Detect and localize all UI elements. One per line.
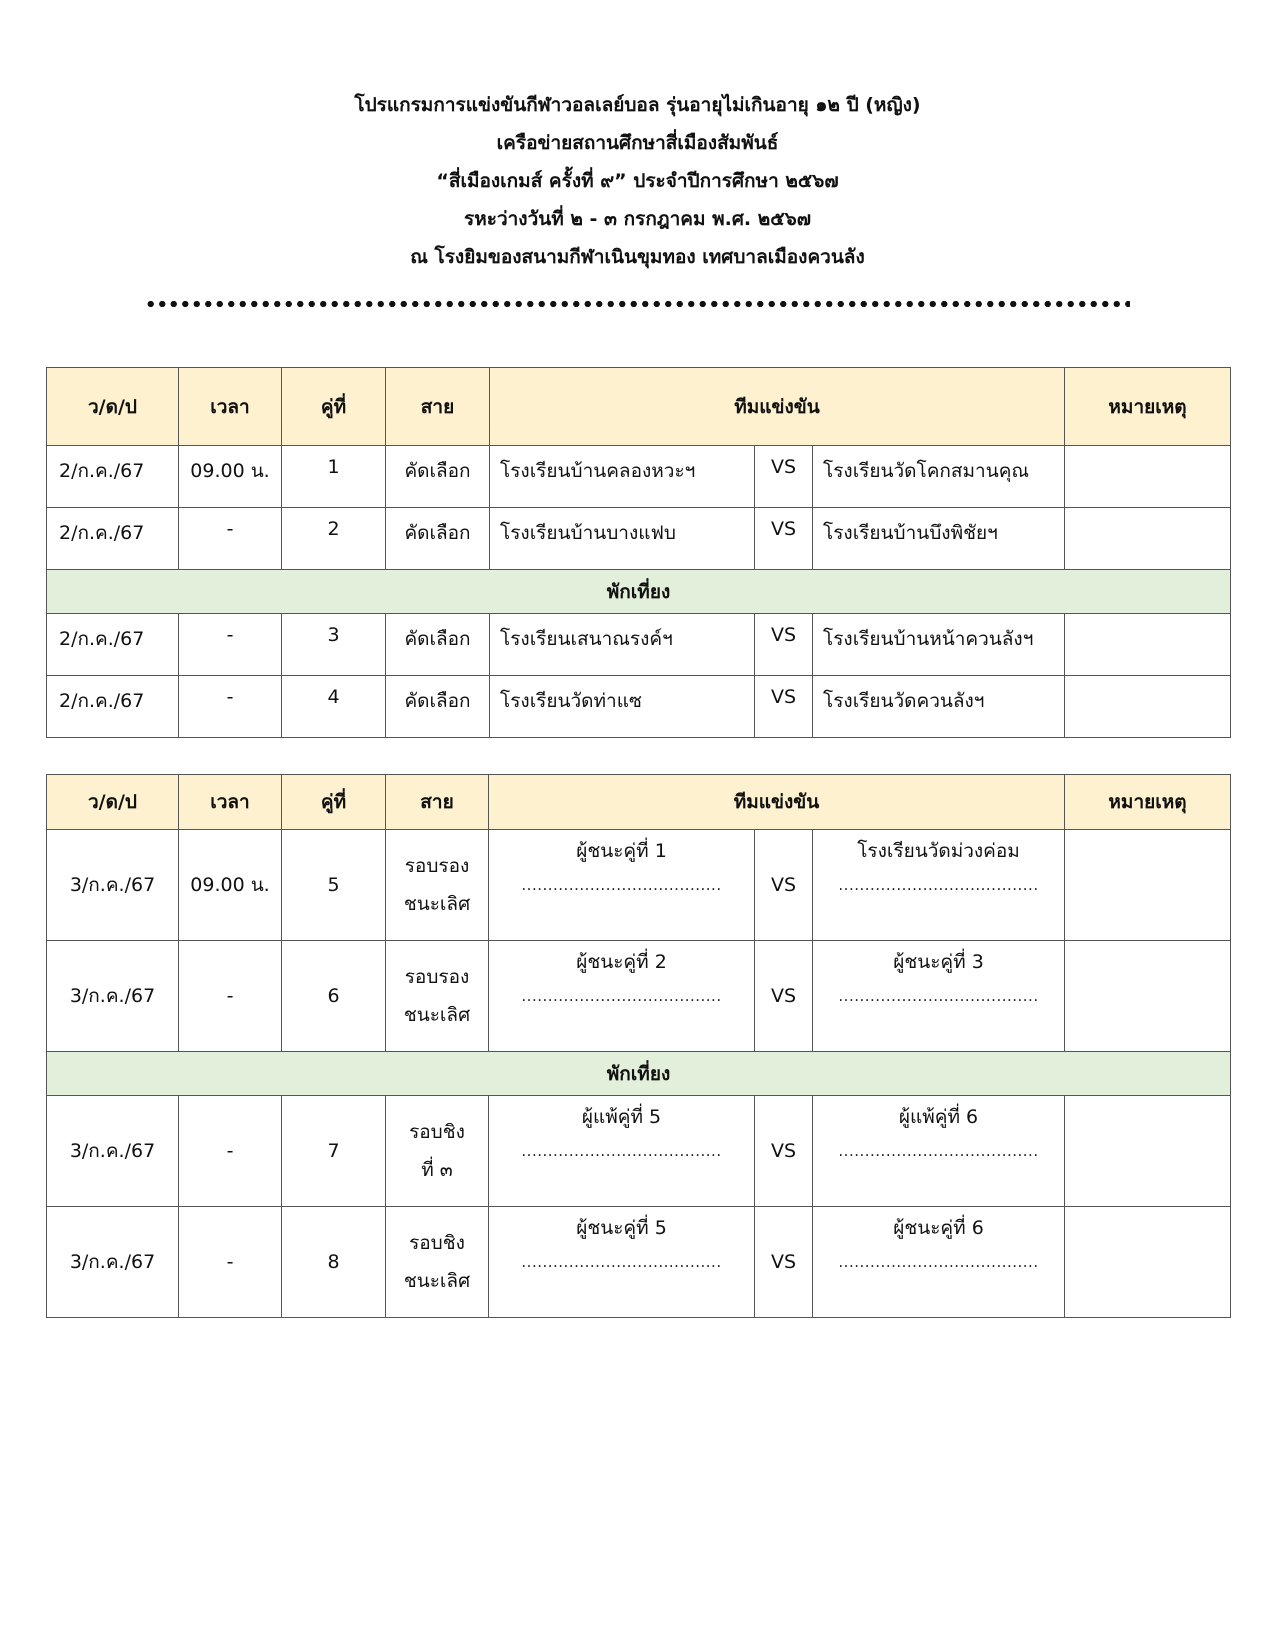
cell-date: 2/ก.ค./67 (47, 446, 179, 508)
cell-bracket: คัดเลือก (386, 446, 490, 508)
cell-team-b (813, 941, 1065, 1052)
cell-date: 2/ก.ค./67 (47, 676, 179, 738)
team-a-fill-line: ...................................... (521, 876, 722, 894)
bracket-line-2: ชนะเลิศ (403, 1004, 471, 1026)
cell-date: 2/ก.ค./67 (47, 614, 179, 676)
cell-team-a: โรงเรียนเสนาณรงค์ฯ (490, 614, 755, 676)
cell-match: 4 (282, 676, 386, 738)
cell-vs: VS (755, 1207, 813, 1318)
cell-vs: VS (755, 446, 813, 508)
cell-time: - (179, 508, 282, 570)
col-bracket: สาย (386, 775, 489, 830)
cell-vs: VS (755, 614, 813, 676)
cell-time: - (179, 1207, 282, 1318)
col-remark: หมายเหตุ (1065, 775, 1231, 830)
cell-remark (1065, 446, 1231, 508)
cell-time: - (179, 676, 282, 738)
cell-date: 2/ก.ค./67 (47, 508, 179, 570)
col-match: คู่ที่ (282, 368, 386, 446)
cell-date: 3/ก.ค./67 (47, 941, 179, 1052)
cell-remark (1065, 1096, 1231, 1207)
cell-time: 09.00 น. (179, 830, 282, 941)
cell-time: - (179, 1096, 282, 1207)
document-header (0, 86, 1275, 276)
cell-team-a: โรงเรียนวัดท่าแซ (490, 676, 755, 738)
col-teams: ทีมแข่งขัน (489, 775, 1065, 830)
team-b-fill-line: ...................................... (838, 876, 1039, 894)
team-b-label: โรงเรียนวัดม่วงค่อม (857, 840, 1020, 862)
cell-team-b: โรงเรียนวัดโคกสมานคุณ (813, 446, 1065, 508)
bracket-line-1: รอบรอง (404, 966, 470, 988)
cell-vs: VS (755, 1096, 813, 1207)
cell-date: 3/ก.ค./67 (47, 1207, 179, 1318)
team-b-label: ผู้แพ้คู่ที่ 6 (898, 1106, 979, 1128)
cell-bracket (386, 1207, 489, 1318)
cell-team-a: โรงเรียนบ้านคลองหวะฯ (490, 446, 755, 508)
table-row (47, 941, 1231, 1052)
team-b-label: ผู้ชนะคู่ที่ 6 (893, 1217, 984, 1239)
cell-team-a (489, 830, 755, 941)
cell-match: 8 (282, 1207, 386, 1318)
team-a-fill-line: ...................................... (521, 987, 722, 1005)
schedule-table-day1 (46, 367, 1231, 738)
cell-team-b: โรงเรียนวัดควนลังฯ (813, 676, 1065, 738)
cell-bracket: คัดเลือก (386, 508, 490, 570)
lunch-break-label: พักเที่ยง (47, 570, 1231, 614)
cell-vs: VS (755, 941, 813, 1052)
team-a-label: ผู้ชนะคู่ที่ 2 (576, 951, 667, 973)
bracket-line-1: รอบชิง (409, 1232, 465, 1254)
table-row (47, 614, 1231, 676)
bracket-line-1: รอบรอง (404, 855, 470, 877)
lunch-break-row (47, 1052, 1231, 1096)
cell-team-b: โรงเรียนบ้านบึงพิชัยฯ (813, 508, 1065, 570)
team-a-fill-line: ...................................... (521, 1253, 722, 1271)
cell-match: 2 (282, 508, 386, 570)
col-match: คู่ที่ (282, 775, 386, 830)
table-header-row (47, 368, 1231, 446)
cell-remark (1065, 508, 1231, 570)
team-a-label: ผู้ชนะคู่ที่ 5 (576, 1217, 667, 1239)
col-time: เวลา (179, 775, 282, 830)
cell-vs: VS (755, 676, 813, 738)
cell-remark (1065, 676, 1231, 738)
title-line-2: เครือข่ายสถานศึกษาสี่เมืองสัมพันธ์ (496, 132, 779, 154)
col-date: ว/ด/ป (47, 775, 179, 830)
bracket-line-1: รอบชิง (409, 1121, 465, 1143)
cell-match: 1 (282, 446, 386, 508)
cell-time: - (179, 941, 282, 1052)
cell-time: - (179, 614, 282, 676)
lunch-break-label: พักเที่ยง (47, 1052, 1231, 1096)
col-date: ว/ด/ป (47, 368, 179, 446)
cell-team-a (489, 941, 755, 1052)
col-bracket: สาย (386, 368, 490, 446)
cell-match: 7 (282, 1096, 386, 1207)
cell-team-b (813, 1207, 1065, 1318)
table-row (47, 1207, 1231, 1318)
table-row (47, 676, 1231, 738)
cell-bracket: คัดเลือก (386, 676, 490, 738)
title-line-1: โปรแกรมการแข่งขันกีฬาวอลเลย์บอล รุ่นอายุไม่เกินอายุ ๑๒ ปี (หญิง) (354, 94, 921, 116)
cell-bracket (386, 830, 489, 941)
cell-bracket: คัดเลือก (386, 614, 490, 676)
cell-bracket (386, 941, 489, 1052)
cell-remark (1065, 941, 1231, 1052)
cell-team-a (489, 1096, 755, 1207)
cell-date: 3/ก.ค./67 (47, 1096, 179, 1207)
table-row (47, 1096, 1231, 1207)
bracket-line-2: ที่ ๓ (421, 1159, 453, 1181)
cell-vs: VS (755, 830, 813, 941)
team-b-label: ผู้ชนะคู่ที่ 3 (893, 951, 984, 973)
cell-team-b: โรงเรียนบ้านหน้าควนลังฯ (813, 614, 1065, 676)
cell-vs: VS (755, 508, 813, 570)
cell-remark (1065, 830, 1231, 941)
team-a-label: ผู้ชนะคู่ที่ 1 (576, 840, 667, 862)
team-b-fill-line: ...................................... (838, 1142, 1039, 1160)
title-line-3: “สี่เมืองเกมส์ ครั้งที่ ๙” ประจำปีการศึกษา ๒๕๖๗ (436, 170, 839, 192)
table-row (47, 508, 1231, 570)
cell-date: 3/ก.ค./67 (47, 830, 179, 941)
title-line-5: ณ โรงยิมของสนามกีฬาเนินขุมทอง เทศบาลเมืองควนลัง (410, 246, 865, 268)
team-b-fill-line: ...................................... (838, 987, 1039, 1005)
cell-team-a (489, 1207, 755, 1318)
team-a-label: ผู้แพ้คู่ที่ 5 (581, 1106, 662, 1128)
bracket-line-2: ชนะเลิศ (403, 1270, 471, 1292)
cell-remark (1065, 1207, 1231, 1318)
dotted-divider (145, 300, 1130, 308)
cell-team-a: โรงเรียนบ้านบางแฟบ (490, 508, 755, 570)
cell-remark (1065, 614, 1231, 676)
col-time: เวลา (179, 368, 282, 446)
schedule-table-day2 (46, 774, 1231, 1318)
lunch-break-row (47, 570, 1231, 614)
col-teams: ทีมแข่งขัน (490, 368, 1065, 446)
cell-team-b (813, 830, 1065, 941)
cell-match: 6 (282, 941, 386, 1052)
cell-match: 3 (282, 614, 386, 676)
table-header-row (47, 775, 1231, 830)
team-a-fill-line: ...................................... (521, 1142, 722, 1160)
table-row (47, 830, 1231, 941)
table-row (47, 446, 1231, 508)
cell-match: 5 (282, 830, 386, 941)
cell-time: 09.00 น. (179, 446, 282, 508)
cell-team-b (813, 1096, 1065, 1207)
bracket-line-2: ชนะเลิศ (403, 893, 471, 915)
team-b-fill-line: ...................................... (838, 1253, 1039, 1271)
cell-bracket (386, 1096, 489, 1207)
col-remark: หมายเหตุ (1065, 368, 1231, 446)
title-line-4: รหะว่างวันที่ ๒ - ๓ กรกฎาคม พ.ศ. ๒๕๖๗ (464, 208, 811, 230)
